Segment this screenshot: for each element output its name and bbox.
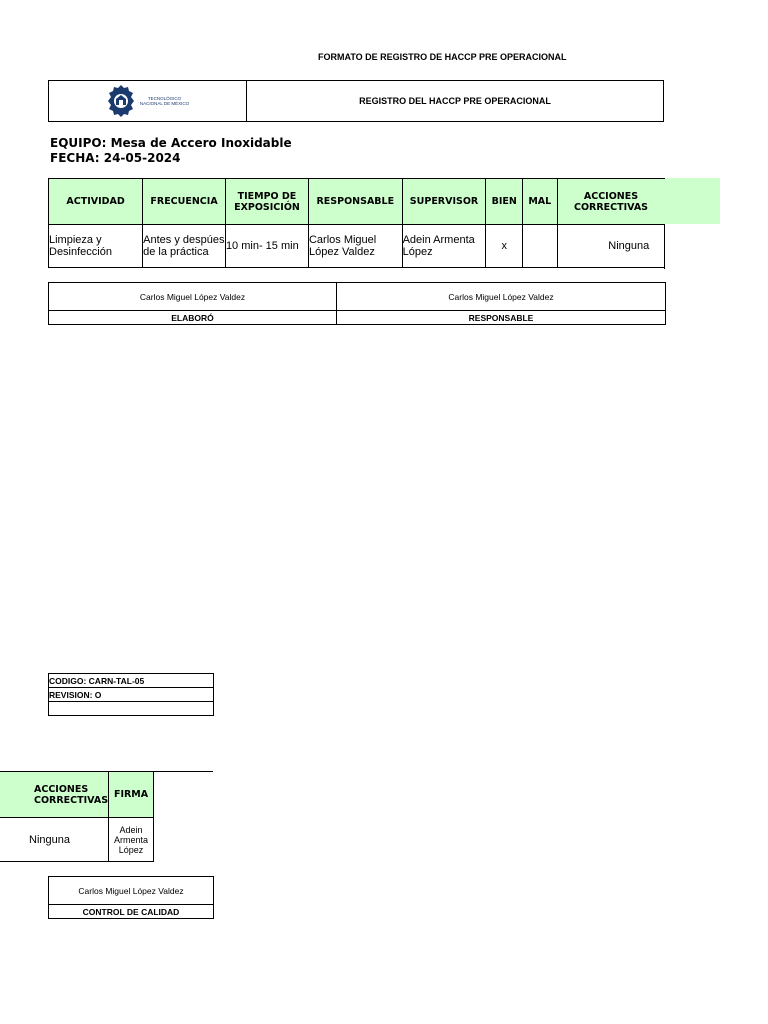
col-header-acciones-continued: ACCIONES CORRECTIVAS [0,772,109,818]
page-title: FORMATO DE REGISTRO DE HACCP PRE OPERACIONAL [318,52,567,62]
control-name: Carlos Miguel López Valdez [49,877,214,905]
logo-line-2: NACIONAL DE MÉXICO [139,101,190,106]
col-header-frecuencia: FRECUENCIA [143,179,226,225]
firma-top-border [48,771,213,772]
col-header-acciones: ACCIONES CORRECTIVAS [557,179,665,225]
table-right-border [664,224,665,269]
cell-actividad: Limpieza y Desinfección [49,225,143,268]
responsable-role: RESPONSABLE [337,311,666,325]
elaboro-name: Carlos Miguel López Valdez [49,283,337,311]
col-header-mal: MAL [523,179,557,225]
cell-firma: Adein Armenta López [109,818,154,862]
table-header-row [49,179,665,225]
revision-cell: REVISION: O [49,688,214,702]
cell-acciones: Ninguna [557,225,665,268]
header-title: REGISTRO DEL HACCP PRE OPERACIONAL [359,96,551,106]
codigo-cell: CODIGO: CARN-TAL-05 [49,674,214,688]
equipment-info [50,136,292,166]
cell-acciones-continued: Ninguna [0,818,109,862]
cell-mal [523,225,557,268]
col-header-firma: FIRMA [109,772,154,818]
col-header-actividad: ACTIVIDAD [49,179,143,225]
firma-table-clip [29,771,213,862]
cell-bien: x [486,225,523,268]
table-row [0,818,154,862]
control-calidad-table [48,876,214,919]
col-header-bien: BIEN [486,179,523,225]
cell-tiempo: 10 min- 15 min [225,225,308,268]
control-role: CONTROL DE CALIDAD [49,905,214,919]
cell-responsable: Carlos Miguel López Valdez [308,225,402,268]
tecnm-logo-icon [106,83,136,119]
col-header-tiempo: TIEMPO DE EXPOSICIÓN [225,179,308,225]
firma-table [0,771,154,862]
header-box [48,80,664,122]
col-header-responsable: RESPONSABLE [308,179,402,225]
blank-code-cell [49,702,214,716]
cell-frecuencia: Antes y despúes de la práctica [143,225,226,268]
elaboro-role: ELABORÓ [49,311,337,325]
equipo-line: EQUIPO: Mesa de Accero Inoxidable [50,136,292,150]
signature-table [48,282,666,325]
header-fill-extension [665,178,720,224]
col-header-supervisor: SUPERVISOR [402,179,486,225]
responsable-name: Carlos Miguel López Valdez [337,283,666,311]
code-table [48,673,214,716]
logo-text [140,96,189,106]
main-table-clip [48,178,665,269]
haccp-table [48,178,665,268]
logo-line-1: TECNOLÓGICO [147,96,182,101]
fecha-line: FECHA: 24-05-2024 [50,151,181,165]
signature-roles-row [49,311,666,325]
cell-supervisor: Adein Armenta López [402,225,486,268]
firma-header-row [0,772,154,818]
table-row [49,225,665,268]
signature-names-row [49,283,666,311]
institution-logo [49,81,247,121]
